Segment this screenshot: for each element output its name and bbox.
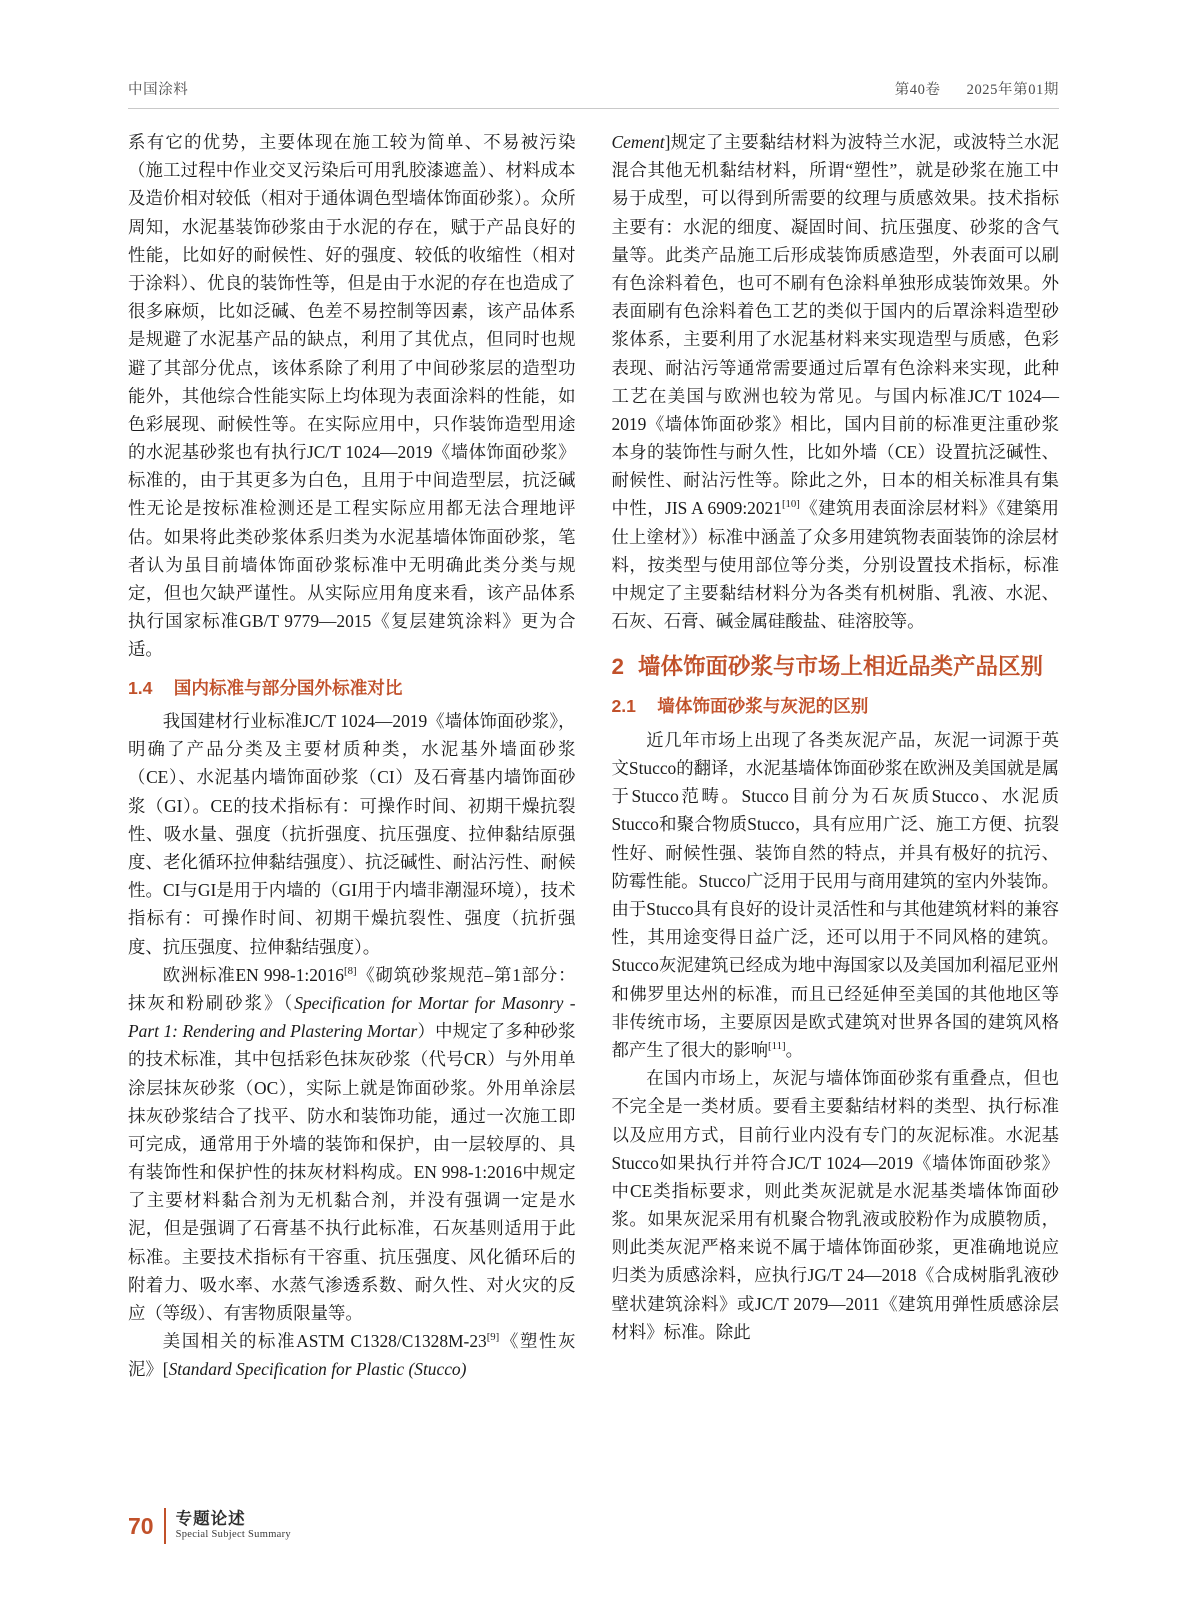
two-column-body <box>128 128 1059 1480</box>
reference-9: [9] <box>486 1331 500 1344</box>
paragraph-standards-cn: 我国建材行业标准JC/T 1024—2019《墙体饰面砂浆》，明确了产品分类及主要材质种类，水泥基外墙面砂浆（CE）、水泥基内墙饰面砂浆（CI）及石膏基内墙饰面砂浆（GI）。CE的技术指标有：可操作时间、初期干燥抗裂性、吸水量、强度（抗折强度、抗压强度、拉伸黏结原强度、老化循环拉伸黏结强度）、抗泛碱性、耐沾污性、耐候性。CI与GI是用于内墙的（GI用于内墙非潮湿环境），技术指标有：可操作时间、初期干燥抗裂性、强度（抗折强度、抗压强度、拉伸黏结强度）。 <box>128 711 576 957</box>
footer-section-labels <box>176 1510 291 1541</box>
us-standard-title-en: Standard Specification for Plastic (Stucco) <box>168 1359 467 1380</box>
eu-standard-c: ）中规定了多种砂浆的技术标准，其中包括彩色抹灰砂浆（代号CR）与外用单涂层抹灰砂浆（OC），实际上就是饰面砂浆。外用单涂层抹灰砂浆结合了找平、防水和装饰功能，通过一次施工即可完成，通常用于外墙的装饰和保护，由一层较厚的、具有装饰性和保护性的抹灰材料构成。EN 998-1:2016中规定了主要材料黏合剂为无机黏合剂，并没有强调一定是水泥，但是强调了石膏基不执行此标准，石灰基则适用于此标准。主要技术指标有干容重、抗压强度、风化循环后的附着力、吸水率、水蒸气渗透系数、耐久性、对火灾的反应（等级）、有害物质限量等。 <box>128 1021 576 1323</box>
header-divider <box>128 108 1059 109</box>
heading-2-1-text: 墙体饰面砂浆与灰泥的区别 <box>657 696 869 717</box>
left-column <box>128 128 576 1480</box>
us-standard-body-a: ]规定了主要黏结材料为波特兰水泥，或波特兰水泥混合其他无机黏结材料，所谓“塑性”，就是砂浆在施工中易于成型，可以得到所需要的纹理与质感效果。技术指标主要有：水泥的细度、凝固时间、抗压强度、砂浆的含气量等。此类产品施工后形成装饰质感造型，外表面可以刷有色涂料着色，也可不刷有色涂料单独形成装饰效果。外表面刷有色涂料着色工艺的类似于国内的后罩涂料造型砂浆体系，主要利用了水泥基材料来实现造型与质感，色彩表现、耐沾污等通常需要通过后罩有色涂料来实现，此种工艺在美国与欧洲也较为常见。与国内标准JC/T 1024—2019《墙体饰面砂浆》相比，国内目前的标准更注重砂浆本身的装饰性与耐久性，比如外墙（CE）设置抗泛碱性、耐候性、耐沾污性等。除此之外，日本的相关标准具有集中性，JIS A 6909:2021 <box>611 132 1059 519</box>
paragraph-stucco-intro <box>612 726 1060 1064</box>
paragraph-us-standard-continued <box>612 128 1060 635</box>
page-number: 70 <box>128 1512 154 1539</box>
page-footer <box>128 1508 291 1544</box>
heading-1-4-number: 1.4 <box>128 677 153 698</box>
paragraph-domestic-market: 在国内市场上，灰泥与墙体饰面砂浆有重叠点，但也不完全是一类材质。要看主要黏结材料的类型、执行标准以及应用方式，目前行业内没有专门的灰泥标准。水泥基Stucco如果执行并符合JC/T 1024—2019《墙体饰面砂浆》中CE类指标要求，则此类灰泥就是水泥基类墙体饰面砂浆。如果灰泥采用有机聚合物乳液或胶粉作为成膜物质，则此类灰泥严格来说不属于墙体饰面砂浆，更准确地说应归类为质感涂料，应执行JG/T 24—2018《合成树脂乳液砂壁状建筑涂料》或JC/T 2079—2011《建筑用弹性质感涂层材料》标准。除此 <box>611 1068 1059 1342</box>
footer-divider <box>164 1508 166 1544</box>
heading-1-4-text: 国内标准与部分国外标准对比 <box>173 677 403 698</box>
us-standard-body-b: 《建筑用表面涂层材料》《建築用仕上塗材》）标准中涵盖了众多用建筑物表面装饰的涂层材料，按类型与使用部位等分类，分别设置技术指标，标准中规定了主要黏结材料分为各类有机树脂、乳液、水泥、石灰、石膏、碱金属硅酸盐、硅溶胶等。 <box>611 498 1059 632</box>
heading-2-1 <box>612 694 1060 720</box>
reference-11: [11] <box>768 1040 786 1053</box>
stucco-body-a: 近几年市场上出现了各类灰泥产品，灰泥一词源于英文Stucco的翻译，水泥基墙体饰面砂浆在欧洲及美国就是属于Stucco范畴。Stucco目前分为石灰质Stucco、水泥质Stucco和聚合物质Stucco，具有应用广泛、施工方便、抗裂性好、耐候性强、装饰自然的特点，并具有极好的抗污、防霉性能。Stucco广泛用于民用与商用建筑的室内外装饰。由于Stucco具有良好的设计灵活性和与其他建筑材料的兼容性，其用途变得日益广泛，还可以用于不同风格的建筑。Stucco灰泥建筑已经成为地中海国家以及美国加利福尼亚州和佛罗里达州的标准，而且已经延伸至美国的其他地区等非传统市场，主要原因是欧式建筑对世界各国的建筑风格都产生了很大的影响 <box>611 729 1059 1060</box>
paragraph-continuation: 系有它的优势，主要体现在施工较为简单、不易被污染（施工过程中作业交叉污染后可用乳胶漆遮盖）、材料成本及造价相对较低（相对于通体调色型墙体饰面砂浆）。众所周知，水泥基装饰砂浆由于水泥的存在，赋于产品良好的性能，比如好的耐候性、好的强度、较低的收缩性（相对于涂料）、优良的装饰性等，但是由于水泥的存在也造成了很多麻烦，比如泛碱、色差不易控制等因素，该产品体系是规避了水泥基产品的缺点，利用了其优点，但同时也规避了其部分优点，该体系除了利用了中间砂浆层的造型功能外，其他综合性能实际上均体现为表面涂料的性能，如色彩展现、耐候性等。在实际应用中，只作装饰造型用途的水泥基砂浆也有执行JC/T 1024—2019《墙体饰面砂浆》标准的，由于其更多为白色，且用于中间造型层，抗泛碱性无论是按标准检测还是工程实际应用都无法合理地评估。如果将此类砂浆体系归类为水泥基墙体饰面砂浆，笔者认为虽目前墙体饰面砂浆标准中无明确此类分类与规定，但也欠缺严谨性。从实际应用角度来看，该产品体系执行国家标准GB/T 9779—2015《复层建筑涂料》更为合适。 <box>128 132 576 660</box>
paragraph-standards-eu <box>128 961 576 1327</box>
heading-section-2 <box>612 651 1060 682</box>
right-column <box>612 128 1060 1480</box>
heading-section-2-number: 2 <box>611 654 625 680</box>
footer-section-en: Special Subject Summary <box>175 1529 291 1541</box>
issue-label: 2025年第01期 <box>966 82 1059 98</box>
reference-8: [8] <box>344 964 357 977</box>
reference-10: [10] <box>781 498 800 511</box>
eu-standard-a: 欧洲标准EN 998-1:2016 <box>162 964 345 985</box>
running-head <box>128 78 1059 108</box>
eu-standard-b: 《砌筑砂浆规范–第1部分：抹灰和粉刷砂浆》（ <box>128 964 576 1013</box>
paragraph-standards-us <box>128 1327 576 1383</box>
heading-section-2-text: 墙体饰面砂浆与市场上相近品类产品区别 <box>638 654 1044 680</box>
stucco-body-b: 。 <box>785 1039 803 1060</box>
eu-standard-title-en: Specification for Mortar for Masonry - Part 1: Rendering and Plastering Mortar <box>128 992 576 1042</box>
us-standard-title-en-cont: Cement <box>611 132 665 152</box>
heading-1-4 <box>128 676 576 702</box>
us-standard-b: 《塑性灰泥》[ <box>128 1331 576 1380</box>
volume-label: 第40卷 <box>894 82 941 98</box>
us-standard-a: 美国相关的标准ASTM C1328/C1328M-23 <box>162 1331 487 1352</box>
footer-section-cn: 专题论述 <box>175 1510 246 1529</box>
journal-name: 中国涂料 <box>128 82 189 98</box>
issue-info <box>895 78 1059 99</box>
heading-2-1-number: 2.1 <box>611 696 636 717</box>
